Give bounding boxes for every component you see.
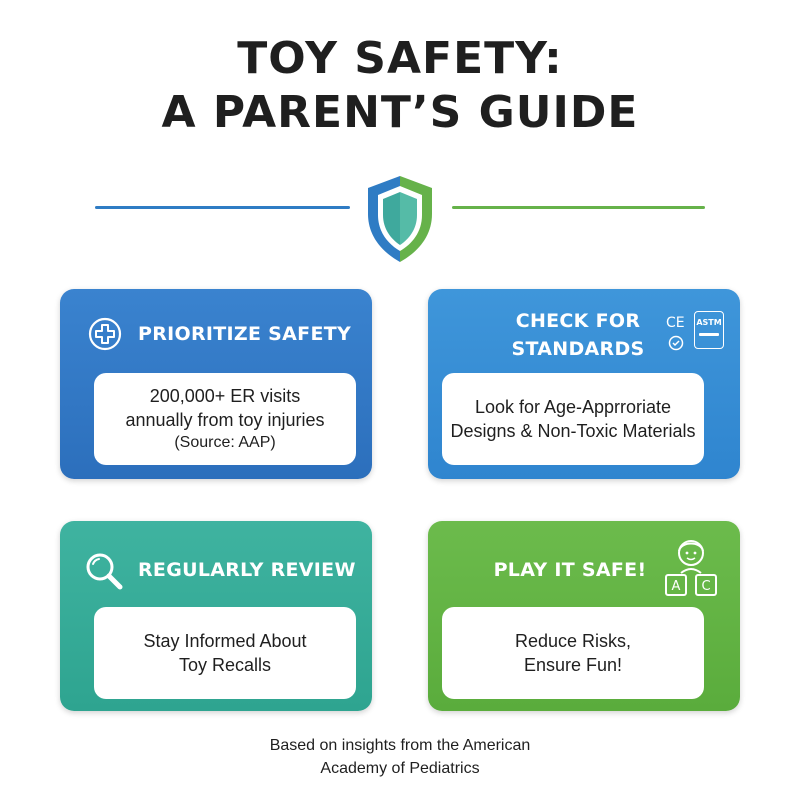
block-a-label: A — [671, 579, 681, 594]
card-prioritize-safety — [60, 289, 372, 479]
card-regularly-review — [60, 521, 372, 711]
card-check-for-standards — [428, 289, 740, 479]
card-text-line: Look for Age-Apprroriate — [474, 397, 672, 417]
ce-mark-icon: CE — [666, 315, 685, 331]
block-c-label: C — [701, 579, 711, 594]
card-info-box — [442, 607, 704, 699]
astm-certificate-icon — [694, 311, 724, 349]
page-title-line-2: A PARENT’S GUIDE — [161, 87, 639, 138]
certification-seal-icon — [668, 335, 684, 351]
card-text-line: Toy Recalls — [178, 655, 272, 675]
footer-line-1: Based on insights from the American — [269, 737, 531, 754]
card-text-line: Ensure Fun! — [523, 655, 623, 675]
card-title-line-2: STANDARDS — [511, 338, 645, 360]
page-title-line-1: TOY SAFETY: — [237, 33, 563, 84]
card-play-it-safe — [428, 521, 740, 711]
astm-label: ASTM — [696, 318, 722, 327]
footer-line-2: Academy of Pediatrics — [320, 760, 480, 777]
card-info-box — [94, 373, 356, 465]
divider-left — [95, 206, 350, 209]
child-with-abc-blocks-icon — [662, 533, 720, 599]
card-title: REGULARLY REVIEW — [138, 559, 356, 581]
card-text-line: annually from toy injuries — [125, 410, 325, 430]
magnifying-glass-icon — [82, 549, 126, 593]
page-title — [0, 32, 800, 140]
shield-icon — [358, 170, 442, 266]
card-title-line-1: CHECK FOR — [515, 310, 641, 332]
card-source-text: (Source: AAP) — [174, 434, 276, 451]
card-title: PLAY IT SAFE! — [493, 559, 647, 581]
footer-citation — [0, 734, 800, 780]
card-info-box — [442, 373, 704, 465]
card-info-box — [94, 607, 356, 699]
card-text-line: 200,000+ ER visits — [149, 386, 301, 406]
medical-plus-icon — [88, 317, 122, 351]
card-text-line: Stay Informed About — [143, 631, 307, 651]
card-title: PRIORITIZE SAFETY — [138, 323, 352, 345]
divider-right — [452, 206, 705, 209]
card-text-line: Designs & Non-Toxic Materials — [450, 421, 696, 441]
card-text-line: Reduce Risks, — [514, 631, 632, 651]
